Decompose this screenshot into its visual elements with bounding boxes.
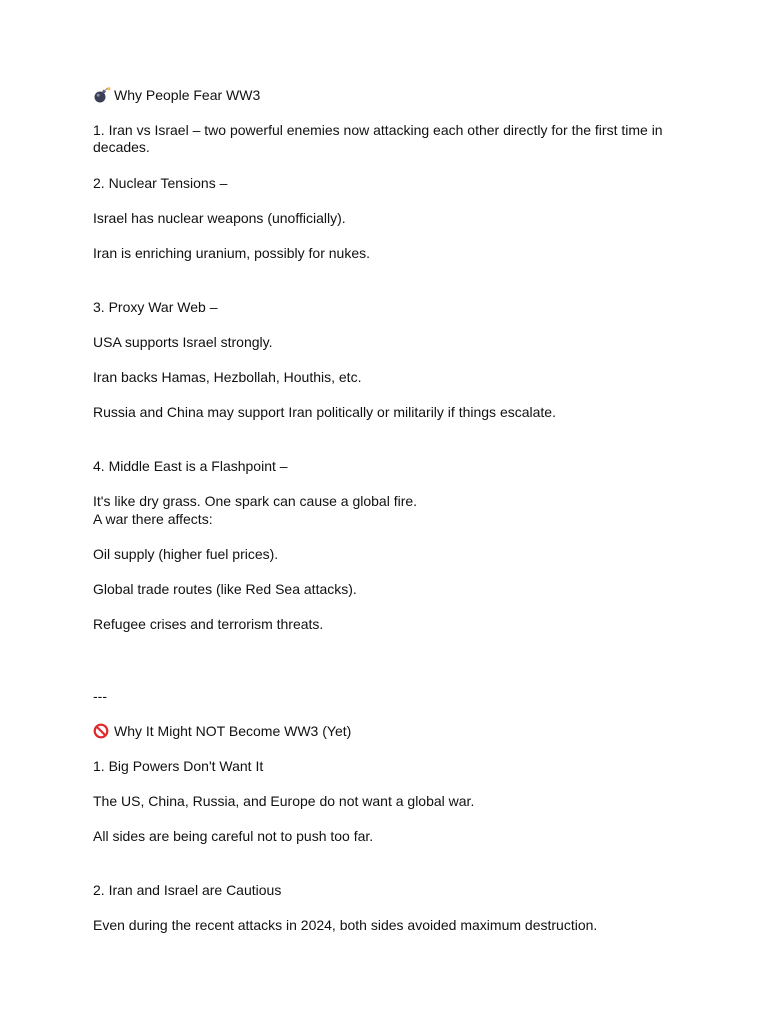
list-item: Refugee crises and terrorism threats. [93,616,324,632]
list-item: Russia and China may support Iran politically or militarily if things escalate. [93,404,556,420]
list-item: All sides are being careful not to push too far. [93,828,374,844]
heading-text: Why It Might NOT Become WW3 (Yet) [114,723,352,739]
bomb-icon [93,87,111,103]
section-heading-not-ww3 [93,723,693,740]
list-item: Iran is enriching uranium, possibly for nukes. [93,245,371,261]
fear-point-4-intro: It's like dry grass. One spark can cause a global fire. [93,493,418,509]
section-divider: --- [93,688,107,704]
not-ww3-point-2-title: 2. Iran and Israel are Cautious [93,882,282,898]
list-item: Iran backs Hamas, Hezbollah, Houthis, etc. [93,369,362,385]
fear-point-4-title: 4. Middle East is a Flashpoint – [93,458,288,474]
fear-point-4-intro-2: A war there affects: [93,511,213,527]
not-ww3-point-1-title: 1. Big Powers Don't Want It [93,758,264,774]
list-item: Even during the recent attacks in 2024, both sides avoided maximum destruction. [93,917,598,933]
fear-point-2-title: 2. Nuclear Tensions – [93,175,228,191]
fear-point-3-title: 3. Proxy War Web – [93,299,218,315]
fear-point-1: 1. Iran vs Israel – two powerful enemies now attacking each other directly for the first time in decades. [93,122,663,155]
list-item: Israel has nuclear weapons (unofficially). [93,210,346,226]
list-item: Global trade routes (like Red Sea attacks). [93,581,357,597]
heading-text: Why People Fear WW3 [114,87,261,103]
list-item: USA supports Israel strongly. [93,334,273,350]
section-heading-fear [93,87,693,104]
list-item: The US, China, Russia, and Europe do not want a global war. [93,793,475,809]
prohibited-icon [93,723,111,739]
list-item: Oil supply (higher fuel prices). [93,546,279,562]
